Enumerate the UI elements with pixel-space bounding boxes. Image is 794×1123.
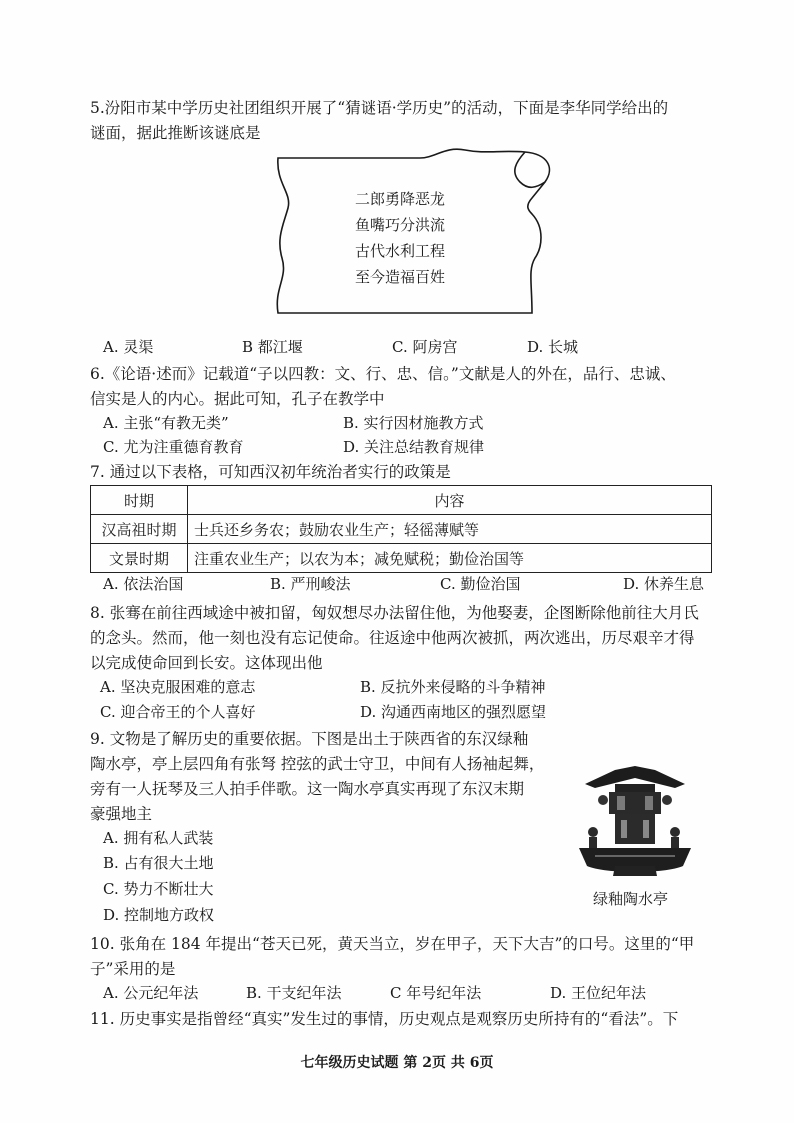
q9-stem-line2: 陶水亭，亭上层四角有张弩 控弦的武士守卫，中间有人扬袖起舞， [90, 755, 545, 773]
table-header-content: 内容 [188, 486, 712, 515]
q7-option-a[interactable]: A. 依法治国 [103, 575, 184, 593]
table-header-period: 时期 [91, 486, 188, 515]
q7-stem-line1: 7. 通过以下表格，可知西汉初年统治者实行的政策是 [90, 463, 451, 481]
table-row [91, 515, 712, 544]
q9-option-a[interactable]: A. 拥有私人武装 [103, 829, 214, 847]
q8-stem-line2: 的念头。然而，他一刻也没有忘记使命。往返途中他两次被抓，两次逃出，历尽艰辛才得 [90, 629, 695, 647]
q8-option-a[interactable]: A. 坚决克服困难的意志 [100, 678, 256, 696]
q6-option-d[interactable]: D. 关注总结教育规律 [343, 438, 485, 456]
q8-stem-line1: 8. 张骞在前往西域途中被扣留，匈奴想尽办法留住他，为他娶妻，企图断除他前往大月氏 [90, 604, 699, 622]
q7-option-d[interactable]: D. 休养生息 [623, 575, 705, 593]
q10-option-a[interactable]: A. 公元纪年法 [103, 984, 199, 1002]
q8-stem-line3: 以完成使命回到长安。这体现出他 [90, 654, 323, 672]
table-cell-period: 汉高祖时期 [91, 515, 188, 544]
riddle-line-4: 至今造福百姓 [355, 268, 446, 286]
table-cell-period: 文景时期 [91, 544, 188, 573]
q7-policy-table [90, 485, 712, 573]
q10-option-c[interactable]: C 年号纪年法 [390, 984, 482, 1002]
riddle-line-1: 二郎勇降恶龙 [355, 190, 446, 208]
riddle-line-2: 鱼嘴巧分洪流 [355, 216, 446, 234]
q11-stem-line1: 11. 历史事实是指曾经“真实”发生过的事情，历史观点是观察历史所持有的“看法”。下 [90, 1010, 679, 1028]
q8-option-c[interactable]: C. 迎合帝王的个人喜好 [100, 703, 256, 721]
q10-stem-line1: 10. 张角在 184 年提出“苍天已死，黄天当立，岁在甲子，天下大吉”的口号。这里的“甲 [90, 935, 695, 953]
q5-stem-line1: 5.汾阳市某中学历史社团组织开展了“猜谜语·学历史”的活动，下面是李华同学给出的 [90, 99, 669, 117]
q9-stem-line4: 豪强地主 [90, 805, 153, 823]
image-caption: 绿釉陶水亭 [593, 890, 669, 908]
table-row [91, 544, 712, 573]
q6-stem-line2: 信实是人的内心。据此可知，孔子在教学中 [90, 390, 385, 408]
q9-option-d[interactable]: D. 控制地方政权 [103, 906, 215, 924]
q7-option-b[interactable]: B. 严刑峻法 [270, 575, 351, 593]
q7-option-c[interactable]: C. 勤俭治国 [440, 575, 521, 593]
q5-stem-line2: 谜面，据此推断该谜底是 [90, 124, 261, 142]
q6-option-a[interactable]: A. 主张“有教无类” [103, 414, 229, 432]
q9-option-c[interactable]: C. 势力不断壮大 [103, 880, 214, 898]
q9-option-b[interactable]: B. 占有很大土地 [103, 854, 214, 872]
pottery-water-pavilion-image [575, 762, 695, 882]
q5-option-a[interactable]: A. 灵渠 [103, 338, 154, 356]
q10-option-b[interactable]: B. 干支纪年法 [246, 984, 342, 1002]
q10-stem-line2: 子”采用的是 [90, 960, 176, 978]
q8-option-b[interactable]: B. 反抗外来侵略的斗争精神 [360, 678, 546, 696]
q5-option-b[interactable]: B 都江堰 [242, 338, 303, 356]
q10-option-d[interactable]: D. 王位纪年法 [550, 984, 647, 1002]
table-cell-content: 注重农业生产；以农为本；减免赋税；勤俭治国等 [188, 544, 712, 573]
table-header-row [91, 486, 712, 515]
q8-option-d[interactable]: D. 沟通西南地区的强烈愿望 [360, 703, 547, 721]
q6-stem-line1: 6.《论语·述而》记载道“子以四教：文、行、忠、信。”文献是人的外在，品行、忠诚、 [90, 365, 676, 383]
q6-option-c[interactable]: C. 尤为注重德育教育 [103, 438, 244, 456]
riddle-line-3: 古代水利工程 [355, 242, 446, 260]
q5-option-d[interactable]: D. 长城 [527, 338, 579, 356]
table-cell-content: 士兵还乡务农；鼓励农业生产；轻徭薄赋等 [188, 515, 712, 544]
q5-option-c[interactable]: C. 阿房宫 [392, 338, 458, 356]
q6-option-b[interactable]: B. 实行因材施教方式 [343, 414, 484, 432]
q9-stem-line1: 9. 文物是了解历史的重要依据。下图是出土于陕西省的东汉绿釉 [90, 730, 529, 748]
q9-stem-line3: 旁有一人抚琴及三人拍手伴歌。这一陶水亭真实再现了东汉末期 [90, 780, 525, 798]
page-footer: 七年级历史试题 第 2页 共 6页 [300, 1055, 494, 1071]
